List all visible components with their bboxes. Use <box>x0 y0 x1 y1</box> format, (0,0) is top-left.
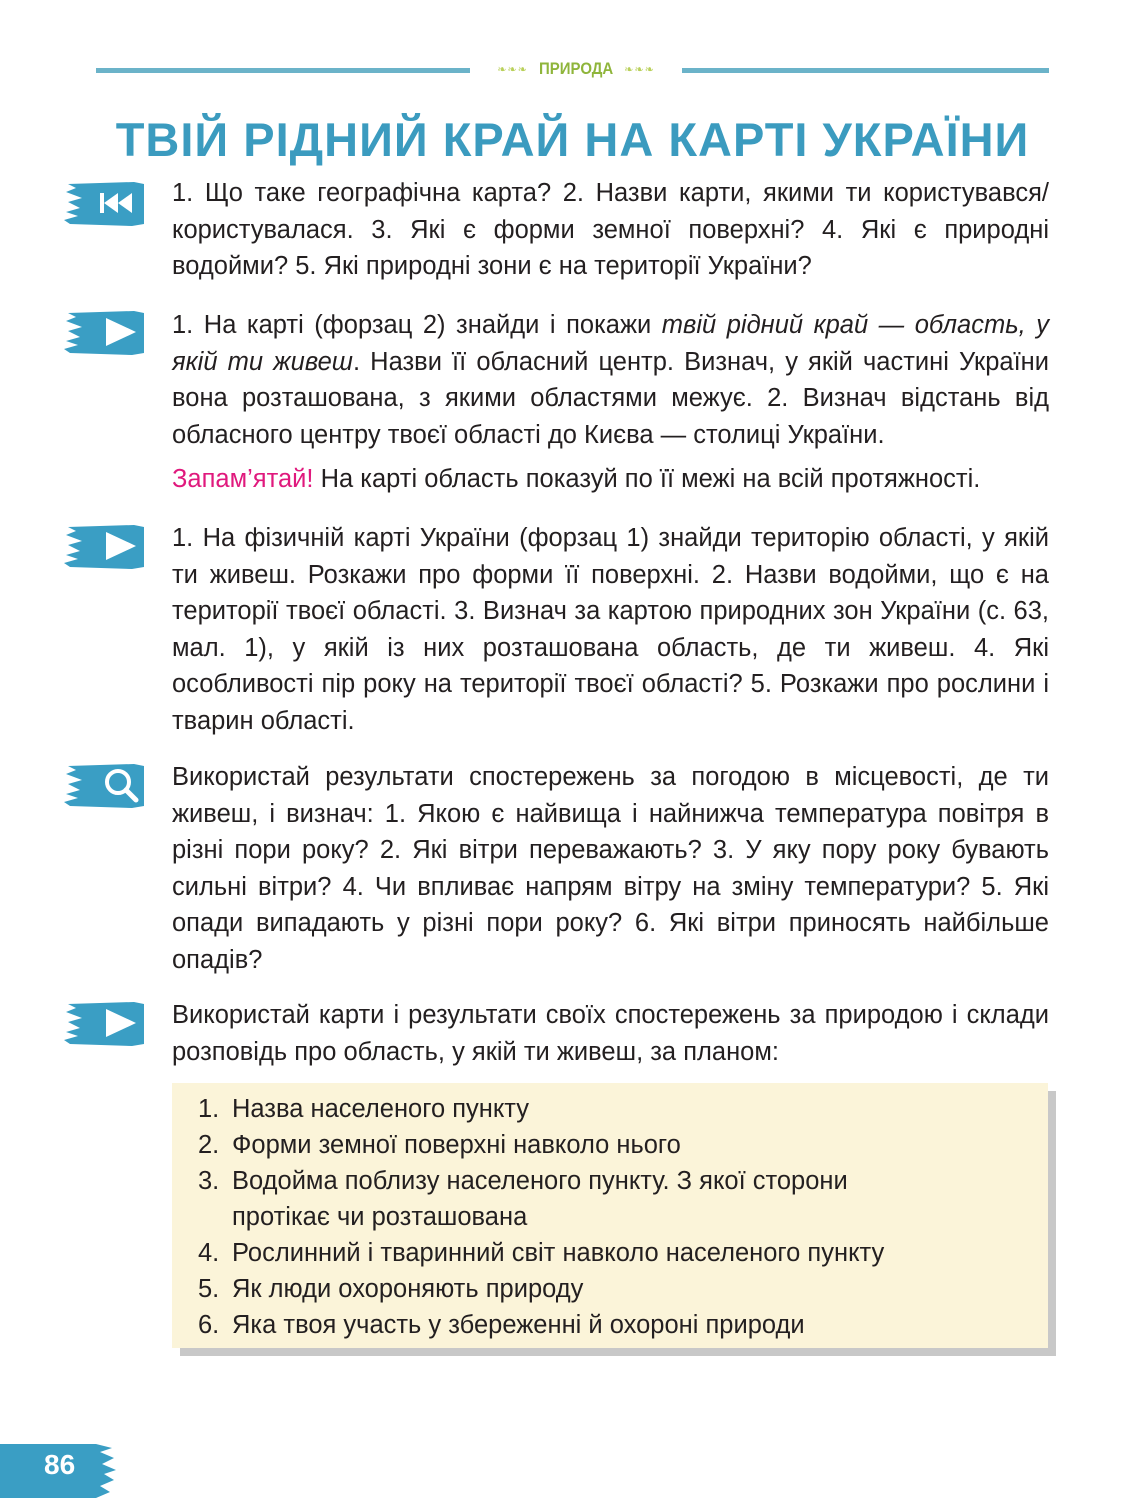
plan-item-text: Рослинний і тваринний світ навколо населеного пункту <box>232 1239 885 1267</box>
page-title: ТВІЙ РІДНИЙ КРАЙ НА КАРТІ УКРАЇНИ <box>115 113 1030 166</box>
section-label: ПРИРОДА <box>538 59 614 78</box>
rewind-icon <box>64 180 144 226</box>
plan-item-number: 3. <box>198 1167 220 1195</box>
plan-item-text: Як люди охороняють природу <box>232 1275 584 1303</box>
magnifier-icon <box>64 762 144 808</box>
plan-item-text: Назва населеного пункту <box>232 1095 530 1123</box>
block-text-3: 1. На фізичній карті України (форзац 1) знайди територію області, у якій ти живеш. Розкажи про форми її поверхні. 2. Назви водойми, що є на території твоєї області. 3. Визнач за картою природних зон України (с. 63, мал. 1), у якій із них розташована область, де ти живеш. 4. Які особливості пір року на території твоєї області? 5. Розкажи про рослини і тварин області. <box>172 524 1049 735</box>
section-tag <box>470 58 682 80</box>
plan-list <box>198 1091 998 1343</box>
list-item <box>198 1271 998 1307</box>
plan-item-number: 6. <box>198 1311 220 1339</box>
plan-item-text: Водойма поблизу населеного пункту. З якої сторони протікає чи розташована <box>232 1167 848 1231</box>
plan-box <box>172 1083 1048 1348</box>
page-number: 86 <box>44 1449 76 1480</box>
block-text-2-start: 1. На карті (форзац 2) знайди і покажи <box>172 311 662 339</box>
block-text-2-italic: твій рідний край — область, у якій ти живеш <box>172 311 1049 376</box>
leaf-ornament-left-icon: ❧❧❧ <box>497 62 528 76</box>
play-icon <box>64 1000 144 1046</box>
block-text-2 <box>172 307 1049 453</box>
plan-item-text: Яка твоя участь у збереженні й охороні природи <box>232 1311 805 1339</box>
block-text-2-end: . Назви її обласний центр. Визнач, у якій частині України вона розташована, з якими областями межує. 2. Визнач відстань від обласного центру твоєї області до Києва — столиці України. <box>172 347 1049 449</box>
list-item <box>198 1307 998 1343</box>
plan-item-text: Форми земної поверхні навколо нього <box>232 1131 681 1159</box>
plan-item-number: 5. <box>198 1275 220 1303</box>
list-item <box>198 1163 998 1235</box>
list-item <box>198 1091 998 1127</box>
list-item <box>198 1127 998 1163</box>
play-icon <box>64 309 144 355</box>
play-icon <box>64 523 144 569</box>
remember-label: Запам’ятай! <box>172 465 314 493</box>
remember-note <box>172 461 1049 497</box>
plan-item-number: 4. <box>198 1239 220 1267</box>
block-text-5: Використай карти і результати своїх спостережень за природою і склади розповідь про область, у якій ти живеш, за планом: <box>172 1001 1049 1066</box>
remember-text: На карті область показуй по її межі на всій протяжності. <box>320 465 981 493</box>
leaf-ornament-right-icon: ❧❧❧ <box>624 62 655 76</box>
block-text-4: Використай результати спостережень за погодою в місцевості, де ти живеш, і визнач: 1. Якою є найвища і найнижча температура повітря в різні пори року? 2. Які вітри переважають? 3. У яку пору року бувають сильні вітри? 4. Чи впливає напрям вітру на зміну температури? 5. Які опади випадають у різні пори року? 6. Які вітри приносять найбільше опадів? <box>172 763 1049 974</box>
list-item <box>198 1235 998 1271</box>
plan-item-number: 1. <box>198 1095 220 1123</box>
plan-item-number: 2. <box>198 1131 220 1159</box>
block-text-1: 1. Що таке географічна карта? 2. Назви карти, якими ти користувався/користувалася. 3. Які є форми земної поверхні? 4. Які є природні водойми? 5. Які природні зони є на території України? <box>172 179 1049 280</box>
